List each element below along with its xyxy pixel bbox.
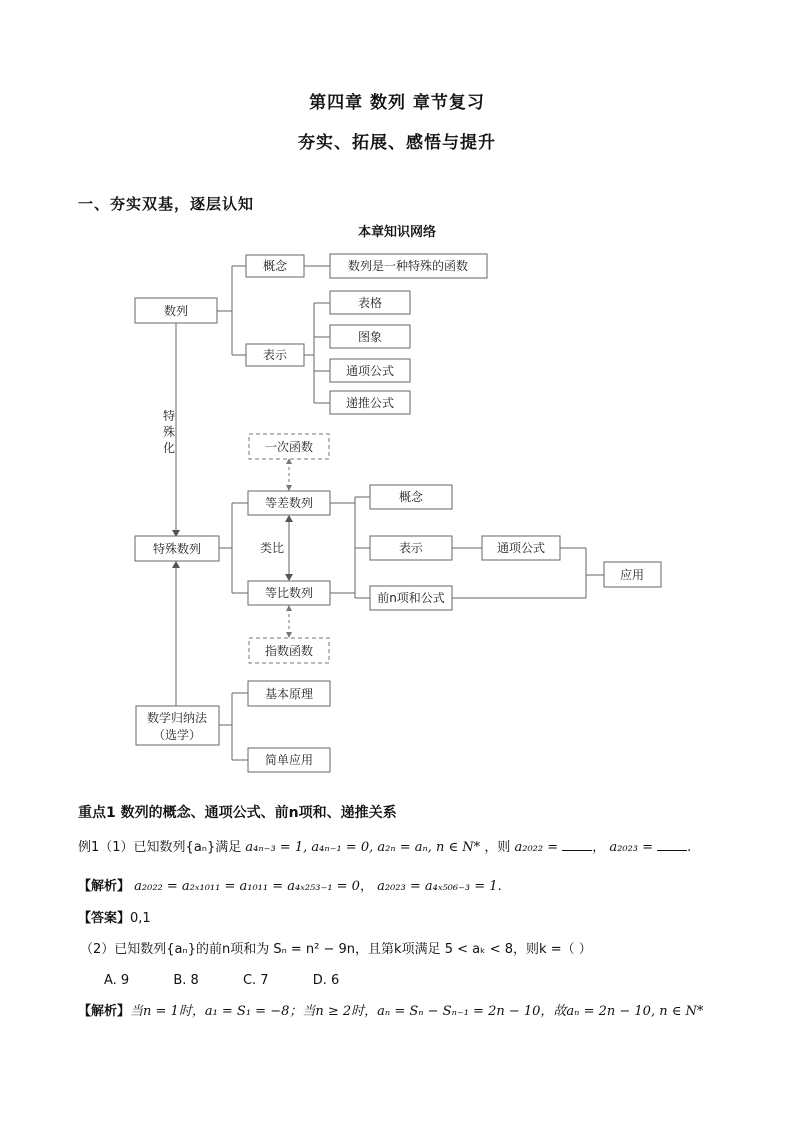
jiexi-label-2: 【解析】: [78, 1004, 131, 1019]
q2-options: [104, 972, 379, 990]
node-tongxiang1: 通项公式: [345, 364, 395, 378]
ex1-end: .: [687, 840, 692, 855]
option-b[interactable]: B. 8: [173, 973, 199, 988]
ex1-a2022: a₂₀₂₂ =: [514, 840, 559, 855]
answer-blank-1[interactable]: [562, 838, 592, 851]
jiexi1: 【解析】 a₂₀₂₂ = a₂ₓ₁₀₁₁ = a₁₀₁₁ = a₄ₓ₂₅₃₋₁ = 0， a₂₀₂₃ = a₄ₓ₅₀₆₋₃ = 1.: [78, 879, 502, 894]
answer-label: 【答案】: [78, 911, 131, 926]
chapter-title: 第四章 数列 章节复习: [309, 93, 485, 113]
label-leibi: 类比: [260, 541, 285, 555]
node-dengcha: 等差数列: [264, 496, 314, 510]
ex1-a2023: a₂₀₂₃ =: [609, 840, 654, 855]
ex1-condition: a₄ₙ₋₃ = 1, a₄ₙ₋₁ = 0, a₂ₙ = aₙ, n ∈ N*: [245, 840, 481, 855]
node-jiandan: 简单应用: [264, 753, 314, 767]
ex1-prefix: 例1（1）已知数列{aₙ}满足: [78, 840, 242, 855]
jiexi-label-1: 【解析】: [78, 879, 131, 894]
example1-q1: 例1（1）已知数列{aₙ}满足 a₄ₙ₋₃ = 1, a₄ₙ₋₁ = 0, a₂ₙ = aₙ, n ∈ N* ，则 a₂₀₂₂ = ， a₂₀₂₃ = .: [78, 840, 692, 855]
option-c[interactable]: C. 7: [242, 973, 269, 988]
answer1-line: [78, 910, 151, 928]
ex1-then: ，则: [484, 840, 511, 855]
answer-blank-2[interactable]: [657, 838, 687, 851]
chapter-subtitle: 夯实、拓展、感悟与提升: [298, 133, 496, 153]
node-gainian1: 概念: [262, 259, 288, 273]
option-a[interactable]: A. 9: [104, 973, 130, 988]
option-d[interactable]: D. 6: [312, 973, 340, 988]
example1-q2: （2）已知数列{aₙ}的前n项和为 Sₙ = n² − 9n，且第k项满足 5 < aₖ < 8，则k =（ ）: [80, 942, 592, 957]
node-zhishu: 指数函数: [264, 644, 314, 658]
node-qiann: 前n项和公式: [377, 591, 445, 605]
jiexi2-text: 当n = 1时，a₁ = S₁ = −8；当n ≥ 2时，aₙ = Sₙ − Sₙ₋₁ = 2n − 10，故aₙ = 2n − 10, n ∈ N*: [130, 1004, 704, 1019]
section-heading: 一、夯实双基，逐层认知: [78, 195, 255, 213]
jiexi2: [78, 1003, 703, 1021]
label-teshuhua-2: 殊: [163, 425, 176, 439]
node-guina-2: （选学）: [152, 728, 202, 742]
node-biaoshi2: 表示: [398, 541, 424, 555]
node-jiben: 基本原理: [264, 687, 314, 701]
node-ditui: 递推公式: [345, 396, 395, 410]
node-biaoshi1: 表示: [262, 348, 288, 362]
jiexi1-part-b: a₂₀₂₃ = a₄ₓ₅₀₆₋₃ = 1.: [377, 879, 502, 894]
node-tuxiang: 图象: [357, 330, 383, 344]
node-biaoge: 表格: [357, 296, 383, 310]
jiexi1-part-a: a₂₀₂₂ = a₂ₓ₁₀₁₁ = a₁₀₁₁ = a₄ₓ₂₅₃₋₁ = 0: [134, 879, 360, 894]
node-tongxiang2: 通项公式: [496, 541, 546, 555]
keypoint-heading: 重点1 数列的概念、通项公式、前n项和、递推关系: [78, 805, 397, 821]
label-teshuhua-3: 化: [163, 441, 176, 455]
node-shulie: 数列: [163, 304, 189, 318]
node-gainian2: 概念: [398, 490, 424, 504]
label-teshuhua-1: 特: [163, 409, 176, 423]
node-teshu: 特殊数列: [152, 542, 202, 556]
node-guina-1: 数学归纳法: [146, 711, 208, 725]
node-dengbi: 等比数列: [264, 586, 314, 600]
diagram-title: 本章知识网络: [357, 225, 437, 240]
answer1-value: 0,1: [130, 911, 151, 926]
node-gainian1-desc: 数列是一种特殊的函数: [347, 259, 469, 273]
node-yici: 一次函数: [264, 440, 314, 454]
node-yingyong: 应用: [619, 568, 645, 582]
